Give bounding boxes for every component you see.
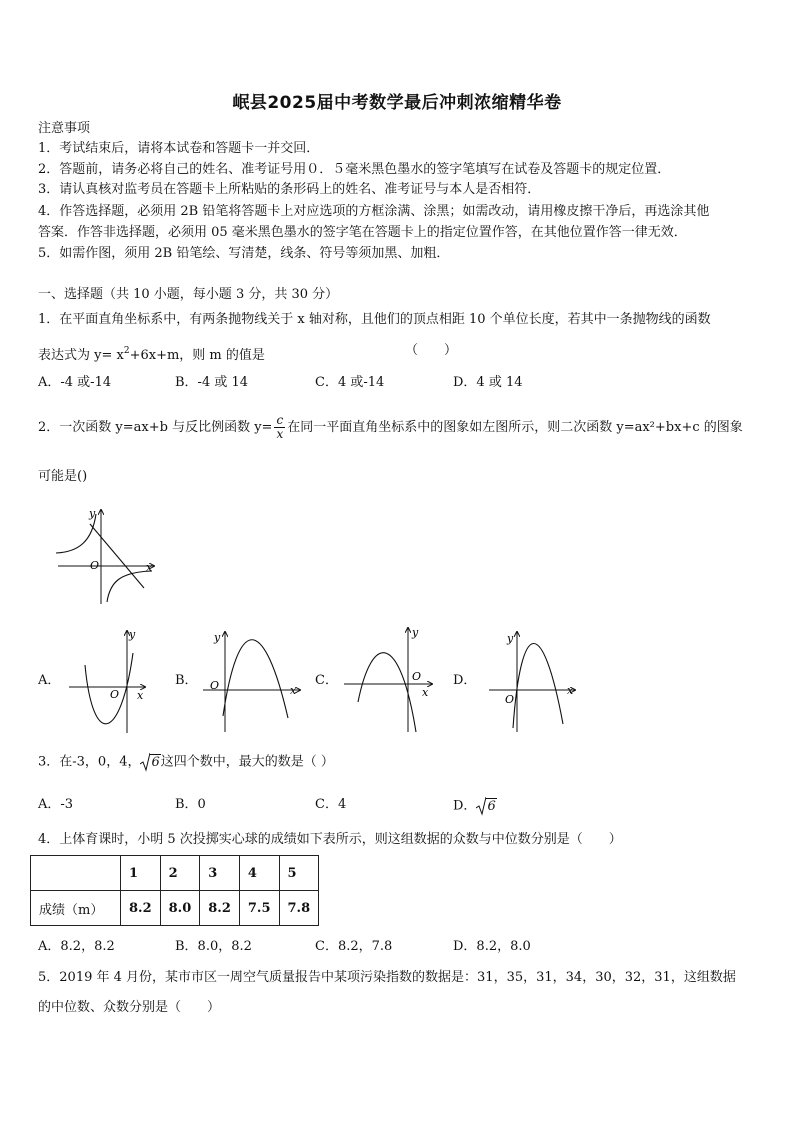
q3-option-d-label: D．: [453, 798, 477, 814]
q2-fraction: [274, 414, 285, 441]
notice-item-4-cont: 答案．作答非选择题，必须用 05 毫米黑色墨水的签字笔在答题卡上的指定位置作答，在其他位置作答一律无效．: [38, 225, 687, 240]
q2-line-2: 可能是(): [38, 469, 88, 484]
q4-option-a: A．8.2，8.2: [38, 939, 115, 954]
q1-answer-paren: （ ）: [405, 343, 458, 358]
q1-option-c: C．4 或-14: [315, 375, 385, 390]
q2-option-a-label: A．: [38, 673, 61, 688]
q4-option-d: D．8.2，8.0: [453, 939, 531, 954]
exam-title: 岷县2025届中考数学最后冲刺浓缩精华卷: [232, 93, 562, 113]
q3-option-d-radicand: 6: [487, 798, 496, 814]
radical-sign-icon: [140, 752, 150, 772]
table-cell: 3: [200, 856, 240, 891]
table-cell: 5: [279, 856, 319, 891]
q4-line: 4．上体育课时，小明 5 次投掷实心球的成绩如下表所示，则这组数据的众数与中位数分别是（ ）: [38, 832, 622, 847]
q4-option-c: C．8.2，7.8: [315, 939, 393, 954]
notice-heading: 注意事项: [38, 121, 91, 136]
q3-radicand: 6: [151, 754, 160, 770]
q1-option-b: B．-4 或 14: [175, 375, 249, 390]
radical-sign-icon: [476, 796, 486, 816]
table-cell: 2: [160, 856, 200, 891]
q2-option-b-label: B．: [175, 673, 198, 688]
table-cell: 4: [239, 856, 279, 891]
parabola-opens-down: [513, 643, 563, 728]
q2-frac-den: x: [276, 427, 284, 441]
origin-label: O: [412, 670, 422, 683]
q2-option-c-graph: [340, 622, 435, 737]
q1-line-2: [38, 342, 265, 365]
q1-exponent: 2: [123, 346, 130, 356]
q1-option-d: D．4 或 14: [453, 375, 523, 390]
x-axis-label: x: [137, 689, 144, 702]
q1-expr-b: +6x+m，则 m 的值是: [129, 348, 265, 363]
notice-item-1: 1．考试结束后，请将本试卷和答题卡一并交回．: [38, 141, 320, 156]
q3-text-a: 3．在-3，0，4，: [38, 754, 141, 770]
q3-sqrt: [140, 752, 160, 772]
q2-option-d-label: D．: [453, 673, 477, 688]
table-cell: [31, 856, 121, 891]
origin-label: O: [210, 679, 220, 692]
parabola-opens-down: [223, 640, 288, 718]
origin-label: O: [90, 559, 100, 572]
q3-option-d-sqrt: [476, 796, 496, 816]
q1-line-1: 1．在平面直角坐标系中，有两条抛物线关于 x 轴对称，且他们的顶点相距 10 个单位长度，若其中一条抛物线的函数: [38, 312, 711, 327]
table-row: [31, 891, 319, 926]
q3-option-c: C．4: [315, 797, 347, 812]
q4-option-b: B．8.0，8.2: [175, 939, 252, 954]
q2-line-1: [38, 413, 743, 443]
q3-option-d: [453, 796, 497, 816]
y-axis-label: y: [214, 631, 221, 644]
q2-option-b-graph: [200, 628, 305, 736]
q2-reference-graph: [50, 500, 165, 608]
q3-line: [38, 752, 334, 772]
y-axis-label: y: [412, 626, 419, 639]
q2-option-c-label: C．: [315, 673, 338, 688]
notice-item-5: 5．如需作图，须用 2B 铅笔绘、写清楚，线条、符号等须加黑、加粗．: [38, 246, 450, 261]
table-cell: 8.2: [121, 891, 161, 926]
y-axis-label: y: [507, 632, 514, 645]
q3-option-a: A．-3: [38, 797, 74, 812]
parabola-opens-up: [85, 653, 133, 724]
origin-label: O: [110, 688, 120, 701]
x-axis-label: x: [567, 684, 574, 697]
x-axis-label: x: [422, 686, 429, 699]
table-cell: 7.8: [279, 891, 319, 926]
parabola-opens-down: [358, 653, 416, 732]
table-header-row: [31, 856, 319, 891]
y-axis-label: y: [89, 507, 96, 520]
x-axis-label: x: [146, 561, 153, 574]
table-cell: 7.5: [239, 891, 279, 926]
table-cell: 1: [121, 856, 161, 891]
q3-option-b: B．0: [175, 797, 206, 812]
table-cell: 8.2: [200, 891, 240, 926]
q1-option-a: A．-4 或-14: [38, 375, 112, 390]
notice-item-3: 3．请认真核对监考员在答题卡上所粘贴的条形码上的姓名、准考证号与本人是否相符．: [38, 182, 541, 197]
hyperbola-branch-right: [107, 571, 152, 602]
x-axis-label: x: [290, 684, 297, 697]
q2-frac-num: c: [274, 414, 285, 428]
linear-function-line: [90, 524, 144, 588]
origin-label: O: [505, 693, 515, 706]
table-cell: 8.0: [160, 891, 200, 926]
q5-line-2: 的中位数、众数分别是（ ）: [38, 1000, 221, 1015]
q4-score-table: [30, 855, 319, 926]
q2-text-a: 2．一次函数 y=ax+b 与反比例函数 y=: [38, 420, 273, 435]
section-heading: 一、选择题（共 10 小题，每小题 3 分，共 30 分）: [38, 287, 339, 302]
notice-item-4: 4．作答选择题，必须用 2B 铅笔将答题卡上对应选项的方框涂满、涂黑；如需改动，请用橡皮擦干净后，再选涂其他: [38, 204, 710, 219]
q2-text-b: 在同一平面直角坐标系中的图象如左图所示，则二次函数 y=ax²+bx+c 的图象: [287, 420, 743, 435]
q3-text-b: 这四个数中，最大的数是（ ）: [160, 754, 334, 770]
q5-line-1: 5．2019 年 4 月份，某市市区一周空气质量报告中某项污染指数的数据是：31，35，31，34，30，32，31，这组数据: [38, 970, 736, 985]
q2-option-a-graph: [65, 625, 150, 735]
notice-item-2: 2．答题前，请务必将自己的姓名、准考证号用０．５毫米黑色墨水的签字笔填写在试卷及答题卡的规定位置．: [38, 162, 671, 177]
q1-expr-a: 表达式为 y= x: [38, 348, 124, 363]
table-row-label: 成绩（m）: [31, 891, 121, 926]
q2-option-d-graph: [485, 628, 580, 736]
y-axis-label: y: [129, 628, 136, 641]
